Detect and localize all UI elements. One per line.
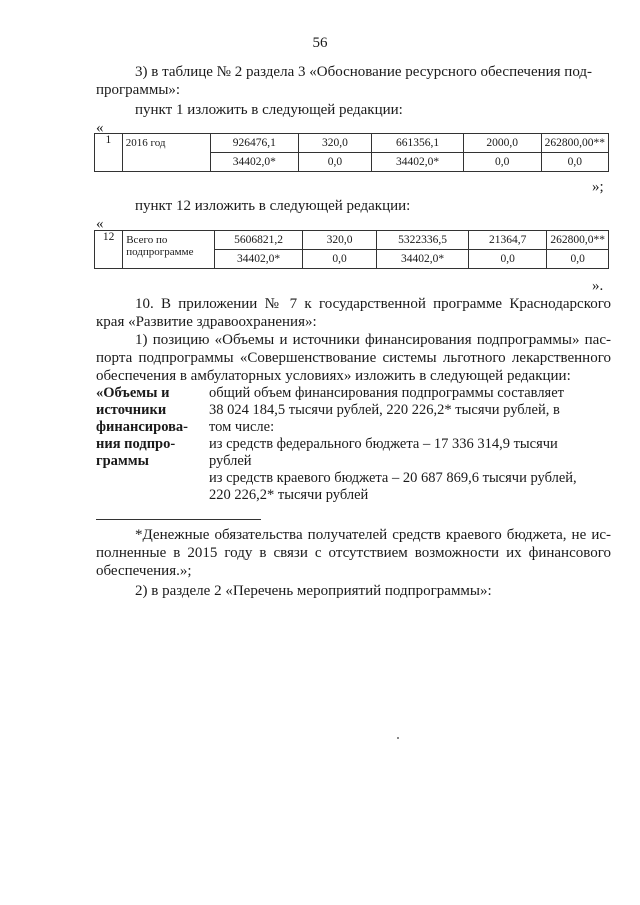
footnote-line1: *Денежные обязательства получателей средств краевого бюджета, не ис- (135, 527, 611, 543)
table-cell: 320,0 (303, 231, 377, 250)
item10-line1-text: 10. В приложении № 7 к государственной программе Краснодарского (135, 296, 611, 312)
text-line: 220 226,2* тысячи рублей (209, 487, 369, 503)
label-line: «Объемы и (96, 385, 170, 401)
sub1-line3: обеспечения в амбулаторных условиях» изложить в следующей редакции: (96, 368, 571, 384)
close-quote-2: ». (592, 278, 604, 294)
label-line: финансирова- (96, 419, 188, 435)
row-label: 2016 год (122, 134, 210, 172)
table-cell: 0,0 (541, 153, 608, 172)
item3-line2: программы»: (96, 82, 181, 98)
table-cell: 0,0 (547, 250, 609, 269)
table-point-1 (94, 133, 609, 172)
table-row (95, 134, 609, 153)
table-cell: 0,0 (469, 250, 547, 269)
row-number: 12 (95, 231, 123, 269)
table-cell: 34402,0* (210, 153, 298, 172)
item10-line2: края «Развитие здравоохранения»: (96, 314, 317, 330)
passport-label (96, 385, 204, 470)
table-cell: 34402,0* (376, 250, 468, 269)
table-cell: 5322336,5 (376, 231, 468, 250)
table-cell: 661356,1 (372, 134, 464, 153)
table-cell: 0,0 (298, 153, 372, 172)
table-cell: 262800,0** (547, 231, 609, 250)
row-label: Всего по подпрограмме (123, 231, 215, 269)
row-number: 1 (95, 134, 123, 172)
page-number: 56 (312, 35, 328, 51)
text-line: из средств краевого бюджета – 20 687 869,6 тысячи рублей, (209, 470, 577, 486)
label-line: источники (96, 402, 167, 418)
item2-text: 2) в разделе 2 «Перечень мероприятий подпрограммы»: (135, 583, 492, 599)
footnote-line2: полненные в 2015 году в связи с отсутствием возможности их финансового (96, 545, 611, 561)
table-cell: 21364,7 (469, 231, 547, 250)
footnote-divider (96, 519, 261, 520)
close-quote-1: »; (592, 179, 604, 195)
text-line: рублей (209, 453, 252, 469)
text-line: 38 024 184,5 тысячи рублей, 220 226,2* тысячи рублей, в (209, 402, 560, 418)
text-line: из средств федерального бюджета – 17 336 314,9 тысячи (209, 436, 558, 452)
point12-intro: пункт 12 изложить в следующей редакции: (135, 198, 411, 214)
item10-line1 (96, 295, 611, 314)
text-line: том числе: (209, 419, 275, 435)
table-cell: 0,0 (303, 250, 377, 269)
table-cell: 5606821,2 (214, 231, 302, 250)
footnote-line3: обеспечения.»; (96, 563, 192, 579)
table-cell: 34402,0* (214, 250, 302, 269)
open-quote-1: « (96, 120, 104, 136)
table-point-12 (94, 230, 609, 269)
table-cell: 0,0 (463, 153, 541, 172)
point1-intro: пункт 1 изложить в следующей редакции: (135, 102, 403, 118)
sub1-line1: 1) позицию «Объемы и источники финансирования подпрограммы» пас- (135, 332, 611, 348)
scan-speck (397, 737, 399, 739)
sub1-line2: порта подпрограммы «Совершенствование системы льготного лекарственного (96, 350, 611, 366)
passport-text (209, 385, 611, 504)
item3-line1: 3) в таблице № 2 раздела 3 «Обоснование ресурсного обеспечения под- (135, 64, 593, 80)
table-cell: 320,0 (298, 134, 372, 153)
table-cell: 34402,0* (372, 153, 464, 172)
table-cell: 262800,00** (541, 134, 608, 153)
text-line: общий объем финансирования подпрограммы составляет (209, 385, 564, 401)
label-line: граммы (96, 453, 149, 469)
open-quote-2: « (96, 216, 104, 232)
table-row (95, 231, 609, 250)
label-line: ния подпро- (96, 436, 176, 452)
table-cell: 926476,1 (210, 134, 298, 153)
table-cell: 2000,0 (463, 134, 541, 153)
